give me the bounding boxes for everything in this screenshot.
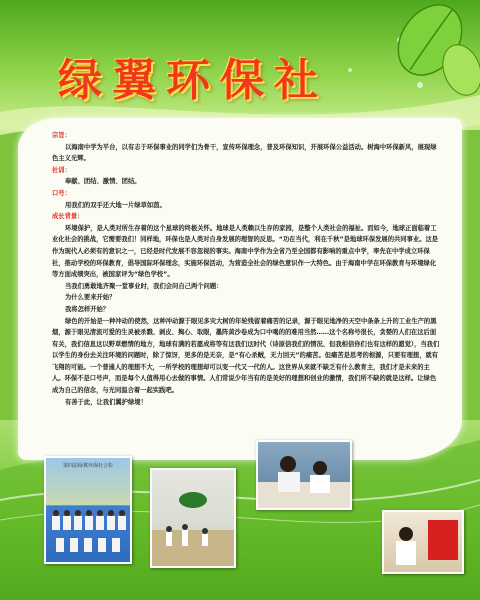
content-body	[52, 130, 440, 408]
history-paragraph-1: 环境保护，是人类对所生存着的这个星球的终极关怀。地球是人类赖以生存的家园，是整个人类社会的福祉。而如今，地球正面临着工业化社会的挑战，它需要我们！同样地，环保也是人类对自身发展的理智的反思。“功在当代，利在千秋”是地球环保发展的共同事业。这是作为现代人必须有的意识之一，已经是时代发展不容忽视的事实。海南中学作为全省乃至全国都有影响的重点中学，率先在中学成立环保社，推动学校的环保教育，倡导国际环保理念，实施环保活动，为营造全社会的绿色意识作一大特色。由于海南中学在环保教育与环境绿化等方面成绩突出，被国家评为“绿色学校”。	[52, 224, 439, 279]
slogan-text: 用我们的双手还大地一片绿草如茵。	[65, 201, 166, 209]
group-photo-caption: 第四届绿翼环保社合影	[62, 463, 113, 469]
beach-cleanup-photo	[150, 468, 236, 568]
history-paragraph-2: 当我们勇敢地齐聚一堂事业时，我们会问自己两个问题：	[65, 282, 223, 290]
leaf-decoration-icon	[380, 0, 480, 110]
history-paragraph-3: 绿色的开始是一种冲动的使然，这种冲动源于眼见多灾大树的年轮残留着痛苦的记录，源于眼见地净的天空中条条上升的工业生产的黑烟，源于眼见清流可爱的生灵被杀戮、剥皮、掏心、取眼，墨阵黄沙卷成为口中喝的的难用当然……这个名称号很长，贪婪的人们在这后面有关，我们信息这以野草燃情的地方，地球有满的若愿成将等有这我们这时代（诗原信我们的情况、但我相信你们也有这样的愿觉），当我们以学生的身份去关注环境的问题时，除了惊讶，更多的是无奈，是“有心杀贼，无力回天”的痛苦。但痛苦是思考的根源，只要有理想，就有飞翔的可能。一个普通人的理想不大，一所学校的理想却可以变一代又一代的人。这世界从来就不缺乏有什么教育主，我们才是未来的主人。环保不是口号声，而是每个人值得用心去做的事情。人们常说少年当有的是美好的理想和创业的激情，我们所不缺的就是这样。让绿色成为自己的信念，与光同温合着一起实践吧。	[52, 317, 440, 395]
slogan-heading: 口号：	[52, 189, 71, 197]
question-1: 为什么要来开始？	[65, 294, 116, 302]
poster-title: 绿翼环保社	[58, 55, 328, 106]
history-heading: 成长背景：	[52, 213, 84, 221]
purpose-text: 以海南中学为平台，以有志于环保事业的同学们为骨干，宣传环保理念，普及环保知识，开展环保公益活动。树海中环保新风，展现绿色主义光辉。	[52, 143, 437, 163]
activity-photo	[382, 510, 464, 574]
closing-line: 有善于此，让我们翼护绿境！	[65, 398, 147, 406]
purpose-heading: 宗旨：	[52, 132, 71, 139]
question-2: 我将怎样开始？	[65, 305, 110, 313]
motto-heading: 社训：	[52, 166, 71, 174]
motto-text: 奉献、团结、激情、团结。	[65, 178, 141, 186]
group-photo	[44, 456, 132, 564]
classroom-photo	[256, 440, 352, 510]
